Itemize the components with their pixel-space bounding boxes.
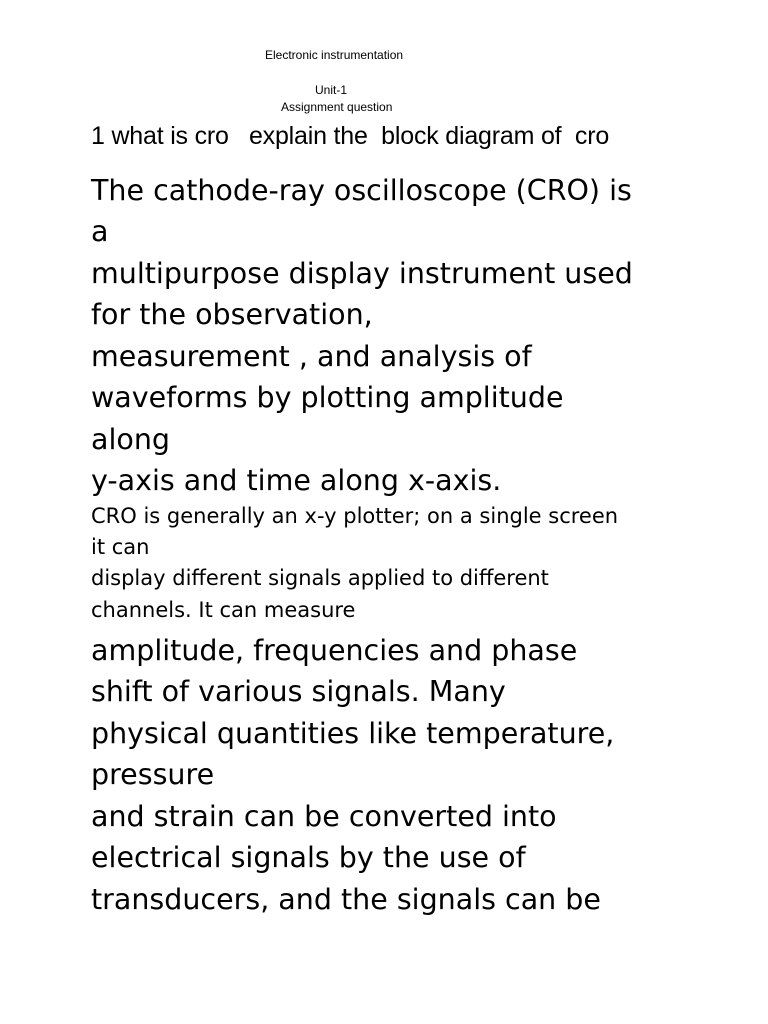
answer-small-line: CRO is generally an x-y plotter; on a single screen: [91, 504, 619, 528]
answer-line: pressure: [91, 758, 215, 791]
course-title: Electronic instrumentation: [265, 48, 404, 62]
answer-line: along: [91, 423, 170, 456]
answer-small-line: channels. It can measure: [91, 598, 356, 622]
assignment-label: Assignment question: [281, 100, 393, 114]
answer-line: measurement , and analysis of: [91, 340, 532, 373]
answer-line: multipurpose display instrument used: [91, 257, 633, 290]
answer-line: and strain can be converted into: [91, 800, 557, 833]
answer-line: waveforms by plotting amplitude: [91, 381, 564, 414]
answer-small-line: it can: [91, 535, 150, 559]
answer-line: y-axis and time along x-axis.: [91, 464, 502, 497]
answer-line: for the observation,: [91, 298, 373, 331]
unit-label: Unit-1: [315, 83, 348, 97]
answer-line: electrical signals by the use of: [91, 841, 526, 874]
answer-line: The cathode-ray oscilloscope (CRO) is: [91, 174, 632, 207]
answer-line: a: [91, 215, 109, 248]
answer-line: physical quantities like temperature,: [91, 717, 615, 750]
answer-small-line: display different signals applied to different: [91, 566, 549, 590]
answer-line: amplitude, frequencies and phase: [91, 634, 578, 667]
question-heading: 1 what is cro explain the block diagram of cro: [91, 122, 610, 150]
answer-line: transducers, and the signals can be: [91, 883, 601, 916]
answer-line: shift of various signals. Many: [91, 675, 506, 708]
